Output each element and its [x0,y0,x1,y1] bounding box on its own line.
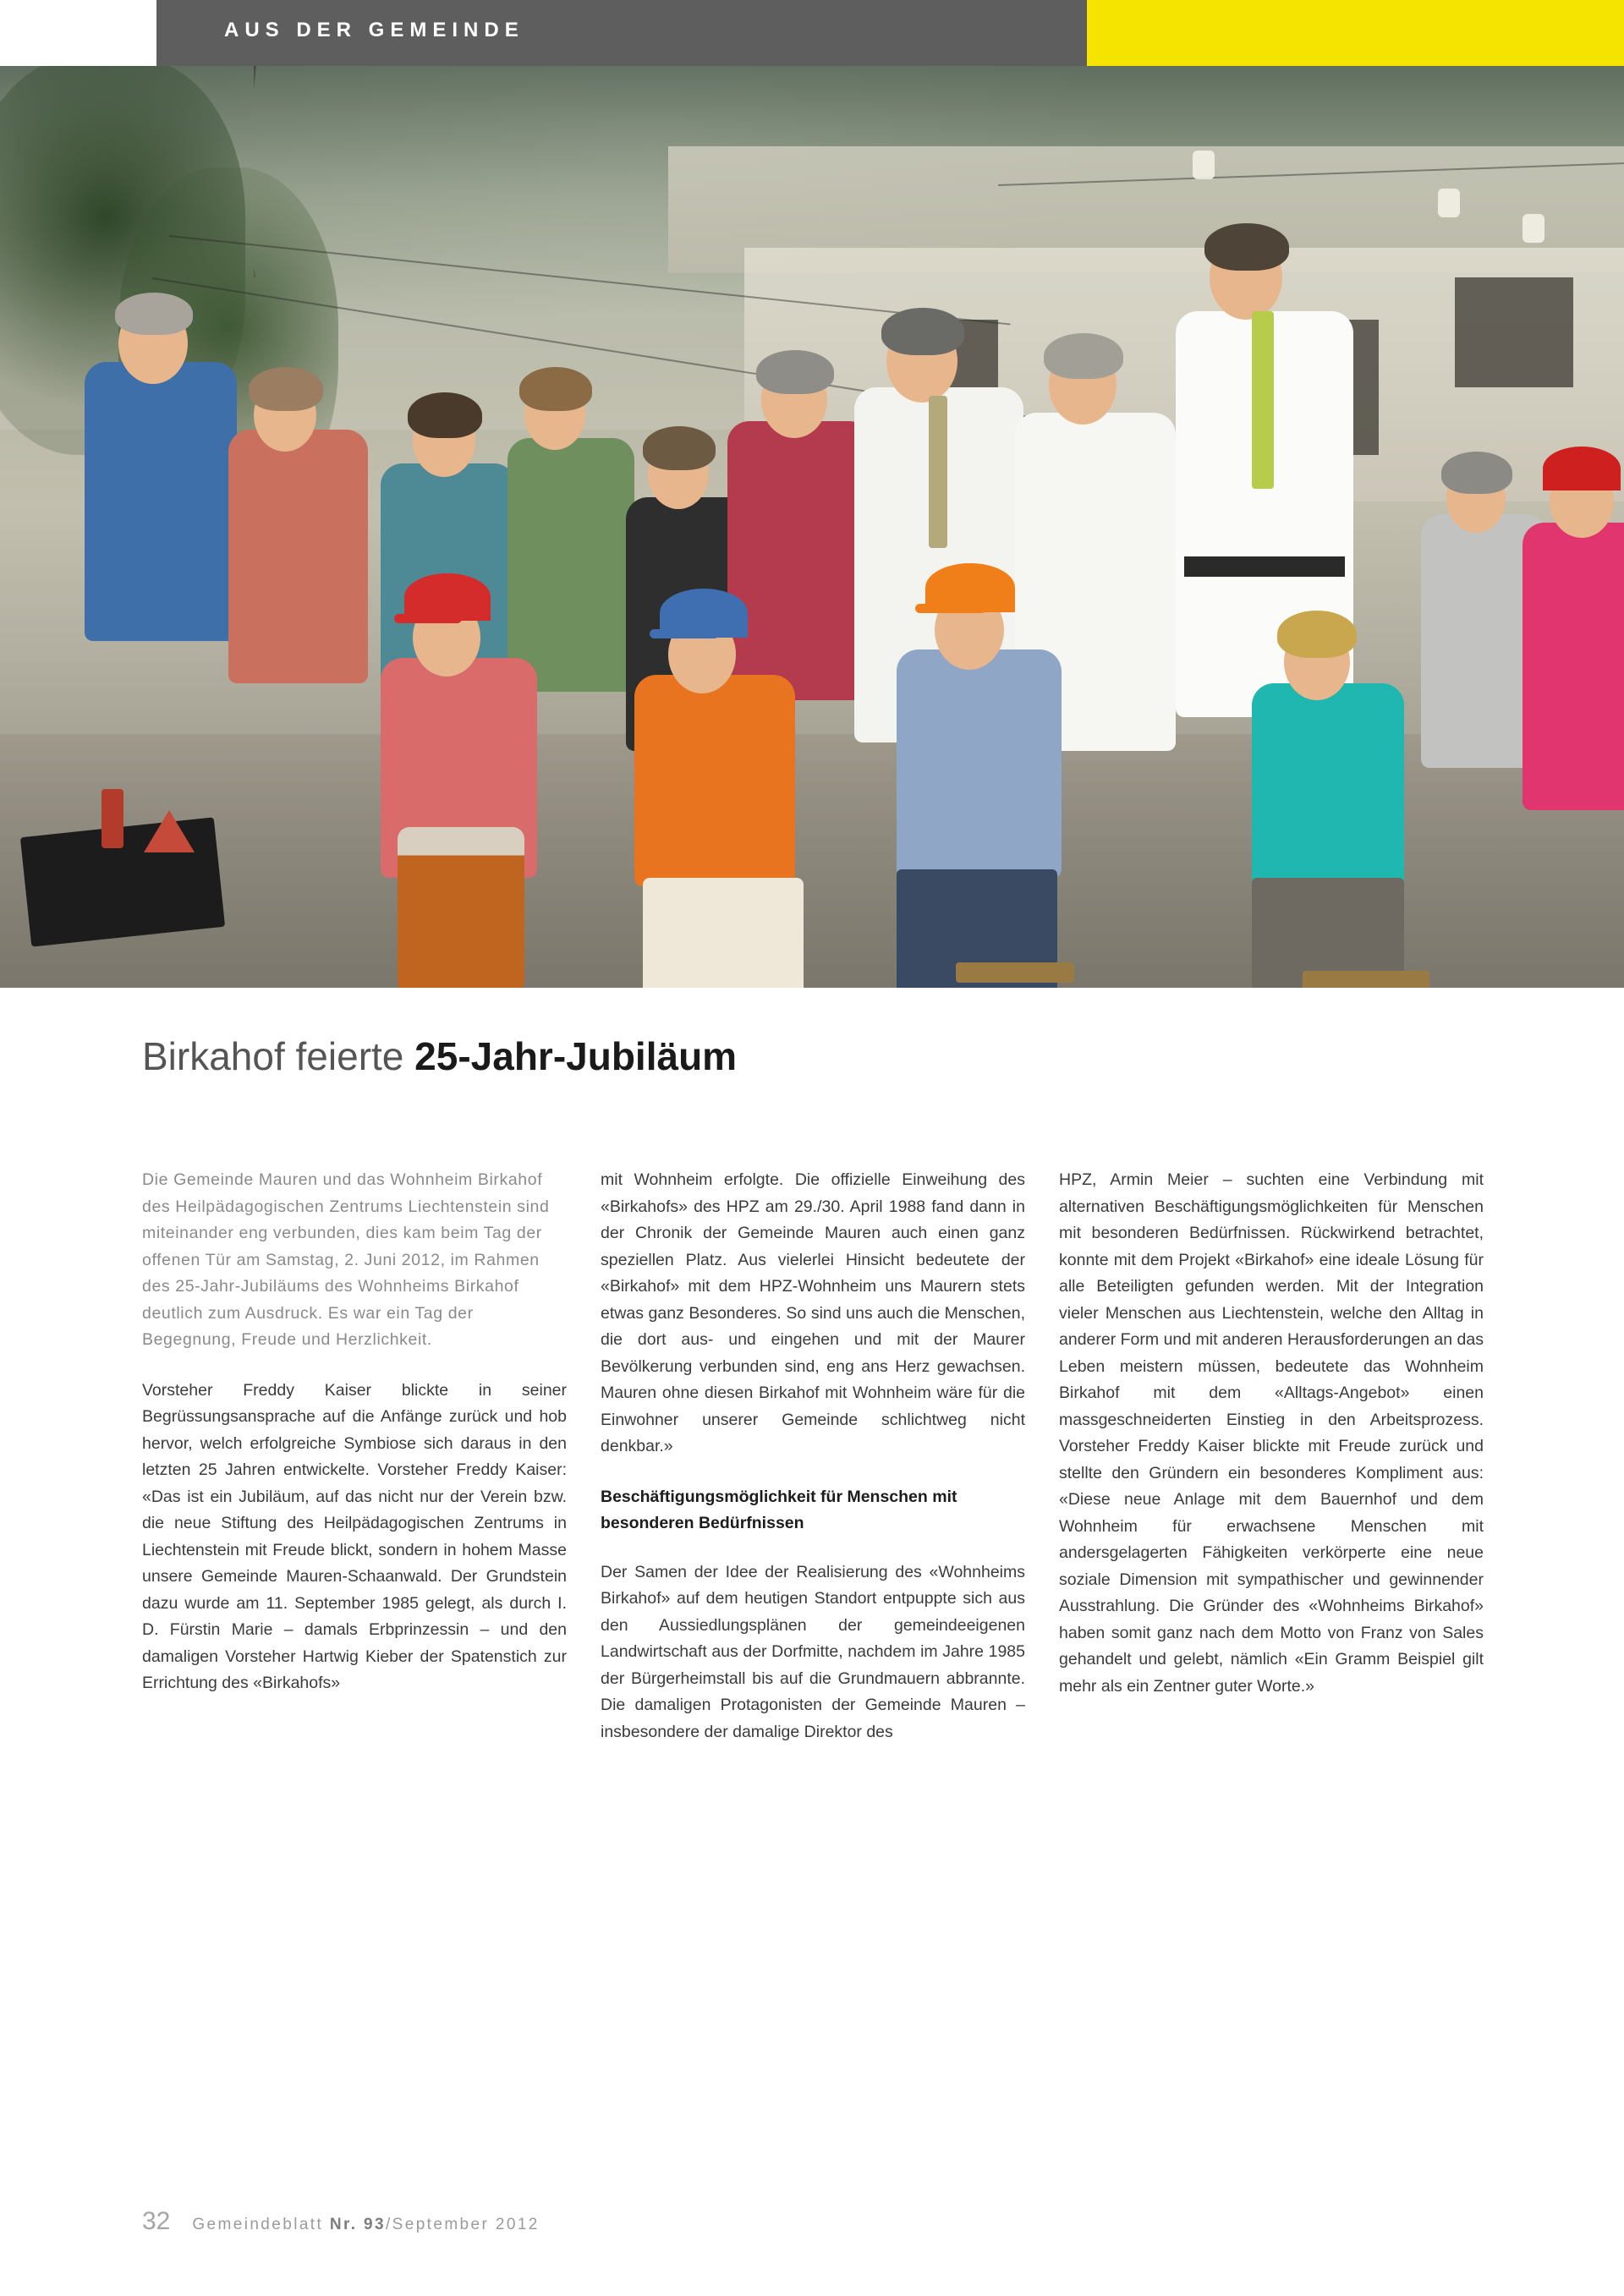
article-column-3 [1059,1167,1484,1769]
banner-left-spacer [0,0,156,66]
headline-light: Birkahof feierte [142,1034,415,1078]
section-label: AUS DER GEMEINDE [224,19,524,41]
photo-window [1455,277,1573,387]
article-subheading: Beschäftigungsmöglichkeit für Menschen mit besonderen Bedürfnissen [601,1487,957,1532]
photo-lantern [1193,151,1215,179]
page-banner [0,0,1624,66]
article-column-2 [601,1167,1025,1769]
photo-lantern [1522,214,1544,243]
page-title [142,1033,737,1079]
article-paragraph: mit Wohnheim erfolgte. Die offizielle Einweihung des «Birkahofs» des HPZ am 29./30. April 1988 fand dann in der Chronik der Gemeinde Mauren auch einen ganz speziellen Platz. Aus vielerlei Hinsicht bedeutete der «Birkahof» mit dem HPZ-Wohnheim uns Maurern stets etwas ganz Besonderes. So sind uns auch die Menschen, die dort aus- und eingehen und mit der Maurer Bevölkerung verbunden sind, eng ans Herz gewachsen. Mauren ohne diesen Birkahof mit Wohnheim wäre für die Einwohner unserer Gemeinde schlichtweg nicht denkbar.» [601,1170,1025,1455]
article-photo [0,66,1624,988]
photo-foreground-object [102,789,123,848]
banner-yellow-block [1087,0,1624,66]
footer-suffix: /September 2012 [386,2216,540,2233]
photo-lantern [1438,189,1460,217]
article-lead-paragraph: Die Gemeinde Mauren und das Wohnheim Birkahof des Heilpädagogischen Zentrums Liechtenstein sind miteinander eng verbunden, dies kam beim Tag der offenen Tür am Samstag, 2. Juni 2012, im Rahmen des 25-Jahr-Jubiläums des Wohnheims Birkahof deutlich zum Ausdruck. Es war ein Tag der Begegnung, Freude und Herzlichkeit. [142,1170,550,1349]
article-column-1 [142,1167,567,1769]
headline-bold: 25-Jahr-Jubiläum [414,1034,738,1078]
article-columns [142,1167,1485,1769]
page-number: 32 [142,2207,171,2235]
photo-branches [254,66,947,277]
footer-issue: Nr. 93 [329,2216,386,2233]
page-footer [142,2207,540,2236]
footer-prefix: Gemeindeblatt [192,2216,330,2233]
article-paragraph: Der Samen der Idee der Realisierung des «Wohnheims Birkahof» auf dem heutigen Standort entpuppte sich aus den Aussiedlungsplänen der gemeindeeigenen Landwirtschaft aus der Dorfmitte, nachdem im Jahre 1985 der Bürgerheimstall bis auf die Grundmauern abbrannte. Die damaligen Protagonisten der Gemeinde Mauren – insbesondere der damalige Direktor des [601,1562,1025,1741]
article-paragraph: Vorsteher Freddy Kaiser blickte in seiner Begrüssungsansprache auf die Anfänge zurück und hob hervor, welch erfolgreiche Symbiose sich daraus in den letzten 25 Jahren entwickelte. Vorsteher Freddy Kaiser: «Das ist ein Jubiläum, auf das nicht nur der Verein bzw. die neue Stiftung des Heilpädagogischen Zentrums in Liechtenstein mit Freude blickt, sondern in hohem Masse unsere Gemeinde Mauren-Schaanwald. Der Grundstein dazu wurde am 11. September 1985 gelegt, als durch I. D. Fürstin Marie – damals Erbprinzessin – und den damaligen Vorsteher Hartwig Kieber der Spatenstich zur Errichtung des «Birkahofs» [142,1380,567,1692]
article-paragraph: HPZ, Armin Meier – suchten eine Verbindung mit alternativen Beschäftigungsmöglichkeiten für Menschen mit besonderen Bedürfnissen. Rückwirkend betrachtet, konnte mit dem Projekt «Birkahof» eine ideale Lösung für alle Beteiligten gefunden werden. Mit der Integration vieler Menschen aus Liechtenstein, welche den Alltag in anderer Form und mit anderen Herausforderungen an das Leben meistern müssen, bedeutete das Wohnheim Birkahof mit dem «Alltags-Angebot» einen massgeschneiderten Einstieg in den Arbeitsprozess. Vorsteher Freddy Kaiser blickte mit Freude zurück und stellte den Gründern ein besonderes Kompliment aus: «Diese neue Anlage mit dem Bauernhof und dem Wohnheim für erwachsene Menschen mit andersgelagerten Fähigkeiten verkörperte eine neue soziale Dimension mit sympathischer und gewinnender Ausstrahlung. Die Gründer des «Wohnheims Birkahof» haben somit ganz nach dem Motto von Franz von Sales gehandelt und gelebt, nämlich «Ein Gramm Beispiel gilt mehr als ein Zentner guter Worte.» [1059,1170,1484,1696]
photo-drum [398,827,524,988]
footer-imprint [192,2216,539,2234]
photo-background [0,66,1624,988]
